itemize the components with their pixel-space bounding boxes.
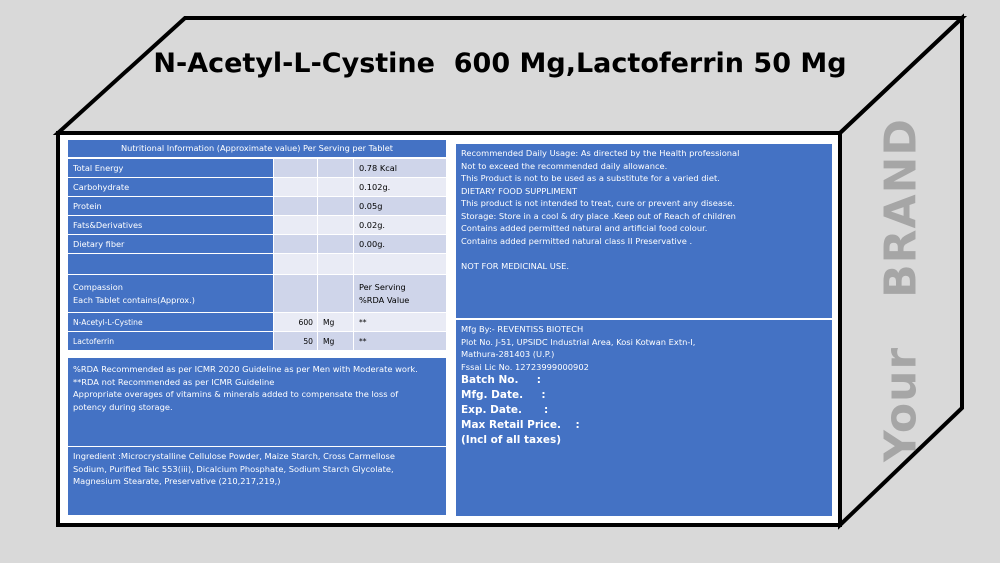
row-label: Total Energy [68,159,273,177]
table-row-ingredient [68,313,446,331]
usage-line: Storage: Store in a cool & dry place .Keep out of Reach of children [461,210,736,221]
per-serving-header: Per Serving [359,282,406,292]
ingredient-unit: Mg [318,332,353,350]
product-title: N-Acetyl-L-Cystine 600 Mg,Lactoferrin 50 Mg [153,48,847,79]
usage-panel [456,144,832,318]
ingredient-qty: 600 [274,313,317,331]
usage-line: Contains added permitted natural and artificial food colour. [461,223,708,233]
table-row-empty [68,254,446,274]
mfg-date-field: Mfg. Date. : [461,389,546,401]
table-row [68,235,446,253]
ingredient-name: Lactoferrin [68,332,273,350]
exp-date-field: Exp. Date. : [461,404,549,416]
brand-word-brand: BRAND [875,118,927,298]
usage-line: Contains added permitted natural class II Preservative . [461,235,693,246]
tax-note: (Incl of all taxes) [461,434,562,446]
compassion-columns [354,275,446,312]
compassion-label-line1: Compassion [73,282,123,292]
brand-word-your: Your [875,346,927,462]
table-row [68,159,446,177]
table-row-ingredient [68,332,446,350]
rda-note-line: potency during storage. [73,401,173,412]
usage-line: This product is not intended to treat, cure or prevent any disease. [461,198,735,208]
usage-line: NOT FOR MEDICINAL USE. [461,260,569,271]
batch-no-field: Batch No. : [461,374,541,386]
ingredient-qty: 50 [274,332,317,350]
rda-header: %RDA Value [359,295,410,305]
usage-line: Recommended Daily Usage: As directed by the Health professional [461,148,740,158]
rda-note-line: %RDA Recommended as per ICMR 2020 Guideline as per Men with Moderate work. [73,364,418,374]
ingredient-list-panel [68,447,446,515]
usage-line [461,247,827,260]
usage-line: Not to exceed the recommended daily allowance. [461,160,668,171]
mrp-field: Max Retail Price. : [461,419,580,431]
mfg-line: Mfg By:- REVENTISS BIOTECH [461,324,584,334]
compassion-label [68,275,273,312]
manufacturer-panel [456,320,832,516]
ingredient-name: N-Acetyl-L-Cystine [68,313,273,331]
ingredient-rda: ** [354,313,446,331]
row-label: Protein [68,197,273,215]
ingredient-line: Sodium, Purified Talc 553(iii), Dicalcium Phosphate, Sodium Starch Glycolate, [73,463,394,474]
rda-note-panel [68,358,446,446]
ingredient-rda: ** [354,332,446,350]
row-value: 0.102g. [354,178,446,196]
compassion-label-line2: Each Tablet contains(Approx.) [73,295,195,305]
row-value: 0.05g [354,197,446,215]
usage-line: This Product is not to be used as a substitute for a varied diet. [461,173,720,183]
nutrition-table-header: Nutritional Information (Approximate value) Per Serving per Tablet [68,140,446,157]
usage-line: DIETARY FOOD SUPPLIMENT [461,185,578,196]
ingredient-line: Magnesium Stearate, Preservative (210,217,219,) [73,476,281,486]
rda-note-line: **RDA not Recommended as per ICMR Guideline [73,376,275,387]
row-value: 0.00g. [354,235,446,253]
mfg-line: Mathura-281403 (U.P.) [461,349,555,359]
row-label: Fats&Derivatives [68,216,273,234]
ingredient-unit: Mg [318,313,353,331]
row-label: Dietary fiber [68,235,273,253]
row-label: Carbohydrate [68,178,273,196]
table-row [68,216,446,234]
brand-text [876,118,927,462]
table-row-compassion [68,275,446,312]
row-value: 0.78 Kcal [354,159,446,177]
ingredient-line: Ingredient :Microcrystalline Cellulose Powder, Maize Starch, Cross Carmellose [73,451,395,461]
mfg-line: Plot No. J-51, UPSIDC Industrial Area, Kosi Kotwan Extn-I, [461,336,696,347]
table-row [68,178,446,196]
table-row [68,197,446,215]
rda-note-line: Appropriate overages of vitamins & minerals added to compensate the loss of [73,389,399,399]
mfg-line: Fssai Lic No. 12723999000902 [461,361,589,372]
row-value: 0.02g. [354,216,446,234]
